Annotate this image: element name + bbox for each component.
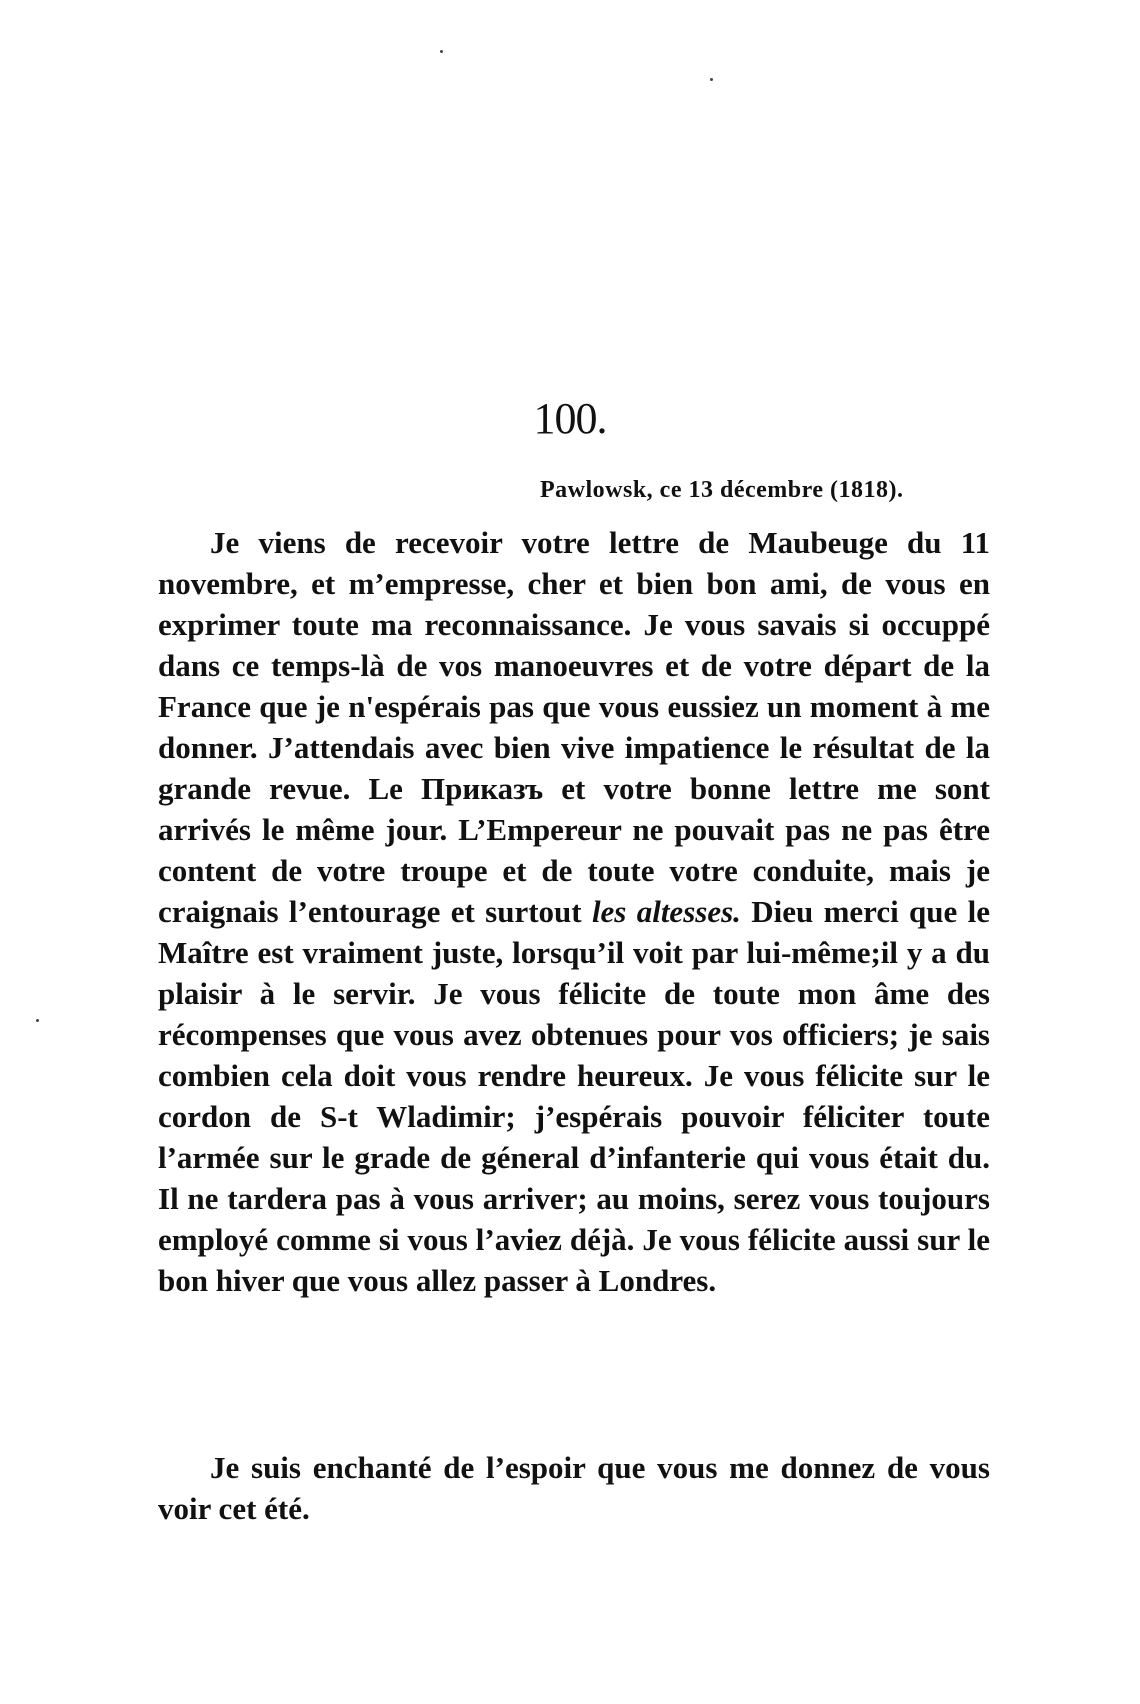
print-speck: [36, 1019, 39, 1022]
paragraph-1-text-a: Je viens de recevoir votre lettre de Maubeuge du 11 novembre, et m’empresse, cher et bien bon ami, de vous en exprimer toute ma reconnaissance. Je vous savais si occuppé dans ce temps-là de vos manoeuvres et de votre départ de la France que je n'espérais pas que vous eussiez un moment à me donner. J’attendais avec bien vive impatience le résultat de la grande revue. Le Приказъ et votre bonne lettre me sont arrivés le même jour. L’Empereur ne pouvait pas ne pas être content de votre troupe et de toute votre conduite, mais je craignais l’entourage et surtout: [158, 525, 990, 929]
print-speck: [710, 78, 713, 81]
paragraph-1: [158, 522, 990, 1301]
letter-closing: [158, 1447, 990, 1529]
paragraph-1-italic: les altesses.: [591, 894, 741, 929]
paragraph-2: Je suis enchanté de l’espoir que vous me donnez de vous voir cet été.: [158, 1450, 990, 1526]
letter-number: 100.: [533, 394, 607, 443]
paragraph-1-text-b: Dieu merci que le Maître est vraiment juste, lorsqu’il voit par lui-même;il y a du plaisir à le servir. Je vous félicite de toute mon âme des récompenses que vous avez obtenues pour vos officiers; je sais combien cela doit vous rendre heureux. Je vous félicite sur le cordon de S-t Wladimir; j’espérais pouvoir féliciter toute l’armée sur le grade de géneral d’infanterie qui vous était du. Il ne tardera pas à vous arriver; au moins, serez vous toujours employé comme si vous l’aviez déjà. Je vous félicite aussi sur le bon hiver que vous allez passer à Londres.: [158, 894, 990, 1298]
print-speck: [440, 50, 443, 53]
letter-body: [158, 522, 990, 1301]
dateline: Pawlowsk, ce 13 décembre (1818).: [540, 477, 904, 503]
